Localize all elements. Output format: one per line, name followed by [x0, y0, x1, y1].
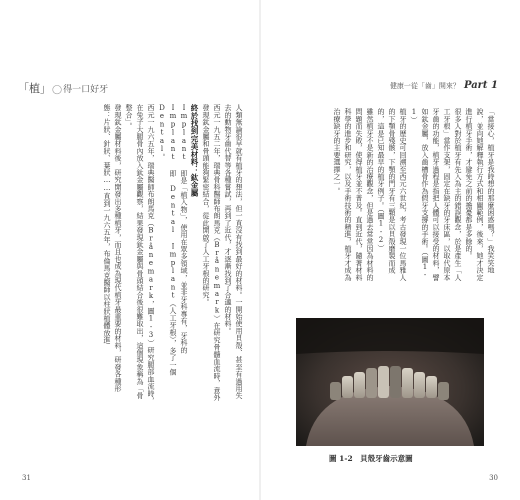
header-title: 得一口好牙 [63, 85, 109, 95]
right-running-header [390, 80, 498, 91]
header-brand: 「植」 [18, 82, 51, 95]
paragraph: 很多人對於植牙有先入為主的錯誤觀念，於是產生「人工牙根」當作支架，固定在缺牙的牙床區，以取代原本牙齒的功能，植牙過程是指把人體可以接受的材料，譬如鈦金屬，放入齒槽骨作為假牙支撐的手術。（圖1-1） [410, 108, 462, 281]
paragraph: Implant 即是「植入物」，使用在眾多領域，並非牙科專有，牙科的 Implant 即 Dental Implant（人工牙根），多了一個 Dental。 [158, 104, 188, 384]
paragraph: 「當接心，植牙是我時想的那麼困惑嗎？」我笑笑地說，並向她解釋執行方式和相關範例，後來，她才決定進行植牙手術，才避免之前的擔憂都是多餘的。 [465, 108, 495, 281]
paragraph: 雖然植牙不是新的治療觀念，但是過去常常因為材料的問題而失敗，使得植牙並不普及。直到近代，隨著材料科學的進步和研究，以及手術技術的精進，植牙才成為治療缺牙的主要選擇之一。 [333, 108, 374, 281]
left-running-header [18, 80, 108, 96]
paragraph: 發現鈦金屬材料後，研究開發出多種植牙，而且也成為現代植牙最重要的材料，研發各種形態：片狀、針狀、葉狀……直到一九六五年，布倫馬克醫師以柱狀植體放進 [103, 104, 122, 392]
left-page-number: 31 [22, 474, 31, 482]
teeth-photo-illustration [296, 318, 484, 446]
header-separator: ◯ [52, 85, 63, 95]
header-title: 健康一從「齒」開來？ [389, 82, 460, 90]
paragraph: 植牙的歷史可回溯至西元六世紀，考古發現一位馬雅人的下顎骨殘骸，下顎的門牙有三顆是以貝殼磨製而成的，這是已知最早的植牙例子。（圖1-2） [377, 108, 407, 281]
paragraph: 人類無論很早就有植牙的想法，但一直沒有找到最好的材料。一開始使用貝殼、甚至有過用失去的動物牙齒代替等各種嘗試，再到了近代，才逐漸找到了合適的材料。 [224, 104, 243, 400]
part-label: Part 1 [463, 80, 498, 91]
figure-caption: 圖 1-2 貝殼牙齒示意圖 [329, 454, 413, 463]
left-body-text [68, 104, 244, 404]
paragraph: 西元一九六五年，瑞典醫師布朗馬克（Brånemark，圖1-3）研究腿部血流時，在兔子大腿骨內放入鈦金屬觀察，結果發現鈦金屬與骨頭結合後很難取出，這個現象稱為「骨整合」。 [125, 104, 155, 404]
paragraph: 西元一九五二年，瑞典骨科醫師布朗馬克（Brånemark）在研究骨髓血流時，意外發現鈦金屬和骨頭能夠緊密結合，從此開啟了人工牙根的研究。 [202, 104, 221, 401]
right-page-number: 30 [489, 474, 498, 482]
dental-photo-figure [296, 318, 484, 446]
section-heading: 終於找到完美材料：鈦金屬 [190, 104, 199, 197]
right-body-text [284, 108, 496, 284]
